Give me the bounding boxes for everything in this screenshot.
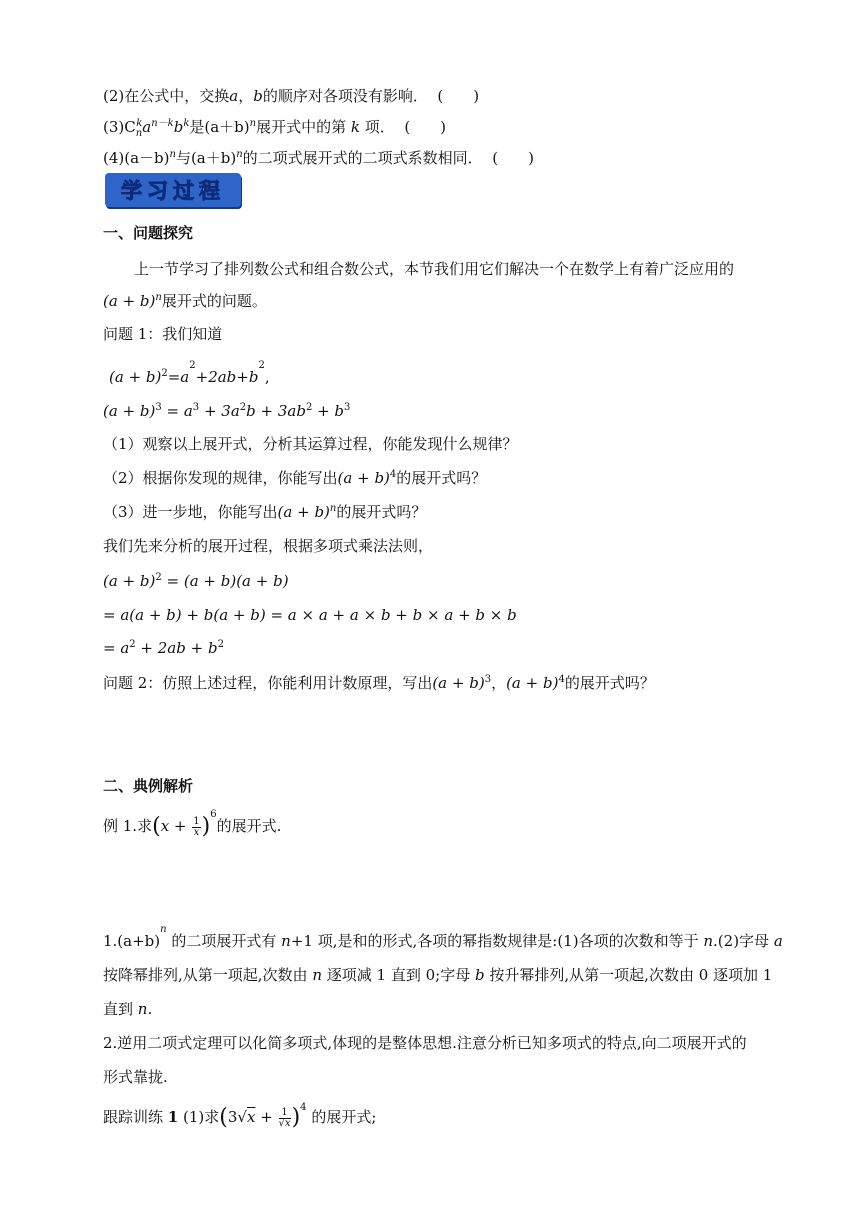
section-heading-inquiry: 一、问题探究 (103, 224, 194, 242)
judge-item-4: $(4)(a-b)^n$与$(a+b)^n$的二项式展开式的二项式系数相同． ( ) (103, 149, 534, 167)
tracking-exercise-1: 跟踪训练 1 (1)求(3√x + $\frac{1}{√x}$ )$^4$ 的展开式; (103, 1102, 377, 1130)
question-1: 问题 1：我们知道 (103, 325, 223, 343)
expansion-step-1: $(a + b)^2 = (a + b)(a + b)$ (103, 572, 289, 590)
sub-question-2: （2）根据你发现的规律，你能写出$(a + b)^4$的展开式吗？ (103, 469, 487, 487)
formula-square: $(a + b)^2=a^2+2ab+b^2$, (109, 360, 270, 386)
note-1-line-2: 按降幂排列,从第一项起,次数由 n 逐项减 1 直到 0;字母 b 按升幂排列,从第一项起,次数由 0 逐项加 1 (103, 966, 773, 984)
formula-cube: $(a + b)^3 = a^3 + 3a^2b + 3ab^2 + b^3$ (103, 402, 351, 420)
sub-question-1: （1）观察以上展开式，分析其运算过程，你能发现什么规律？ (103, 435, 518, 453)
answer-blank[interactable]: ( ) (492, 149, 534, 167)
analysis-text: 我们先来分析的展开过程，根据多项式乘法法则， (103, 537, 434, 555)
answer-blank[interactable]: ( ) (404, 118, 447, 136)
question-2: 问题 2：仿照上述过程，你能利用计数原理，写出$(a + b)^3$，$(a + b)^4$的展开式吗？ (103, 674, 655, 692)
expansion-step-2: = a(a + b) + b(a + b) = a × a + a × b + b × a + b × b (103, 606, 517, 624)
sub-question-3: （3）进一步地，你能写出$(a + b)^n$的展开式吗？ (103, 503, 427, 521)
note-2-line-2: 形式靠拢. (103, 1068, 168, 1086)
section-heading-examples: 二、典例解析 (103, 777, 194, 795)
learning-process-badge: 学习过程 (105, 173, 241, 207)
expansion-step-3: = $a^2 + 2ab + b^2$ (103, 639, 224, 657)
judge-item-2: (2)在公式中，交换a，b的顺序对各项没有影响． ( ) (103, 87, 480, 105)
answer-blank[interactable]: ( ) (437, 87, 480, 105)
judge-item-3: $(3)C_n^ka^{n-k}b^k$是$(a+b)^n$展开式中的第 k 项． ( ) (103, 118, 447, 139)
intro-text-2: $(a + b)^n$展开式的问题。 (103, 292, 267, 310)
note-2-line-1: 2.逆用二项式定理可以化简多项式,体现的是整体思想.注意分析已知多项式的特点,向二项展开式的 (103, 1034, 747, 1052)
note-1-line-1: $1.(a+b)^n$ 的二项展开式有 n+1 项,是和的形式,各项的幂指数规律是:(1)各项的次数和等于 n.(2)字母 a (103, 924, 783, 950)
intro-text: 上一节学习了排列数公式和组合数公式，本节我们用它们解决一个在数学上有着广泛应用的 (134, 260, 735, 278)
example-1: 例 1.求(x + $\frac{1}{x}$ )$^6$的展开式. (103, 809, 282, 839)
note-1-line-3: 直到 n. (103, 1000, 153, 1018)
